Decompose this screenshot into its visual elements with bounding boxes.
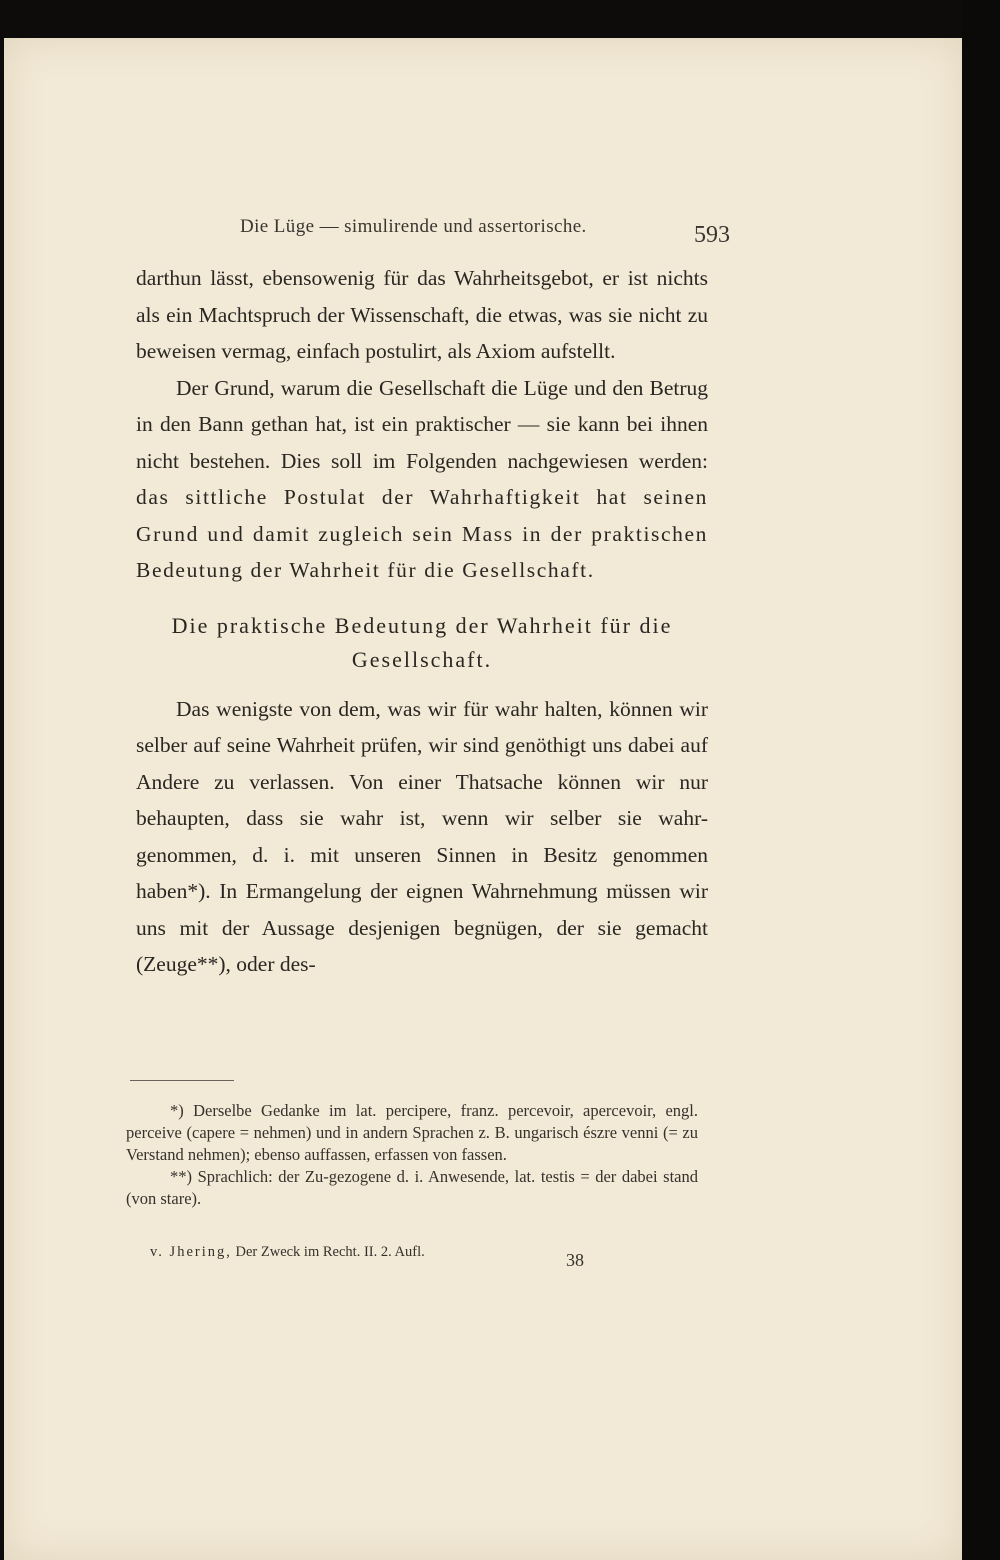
footnote-rule [130, 1080, 234, 1081]
main-text [136, 260, 708, 983]
running-header [240, 212, 730, 248]
paragraph-continuation: darthun lässt, ebensowenig für das Wahrheitsgebot, er ist nichts als ein Machtspruch der Wissenschaft, die etwas, was sie nicht zu beweisen vermag, einfach postulirt, als Axiom aufstellt. [136, 266, 708, 363]
sheet-signature: 38 [566, 1250, 584, 1270]
scan-edge [962, 0, 1000, 1560]
footnote-2: **) Sprachlich: der Zu-gezogene d. i. Anwesende, lat. testis = der dabei stand (von stare). [126, 1167, 698, 1208]
paragraph-wahrheit: Das wenigste von dem, was wir für wahr halten, können wir selber auf seine Wahrheit prüfen, wir sind genöthigt uns dabei auf Andere zu verlassen. Von einer Thatsache können wir nur behaupten, dass sie wahr ist, wenn wir selber sie wahr-genommen, d. i. mit unseren Sinnen in Besitz genommen haben*). In Ermangelung der eignen Wahrnehmung müssen wir uns mit der Aussage desjenigen begnügen, der sie gemacht (Zeuge**), oder des- [136, 696, 708, 976]
bibliographic-footer [150, 1244, 600, 1270]
footnotes [126, 1100, 698, 1210]
page-number: 593 [694, 222, 730, 248]
section-heading: Die praktische Bedeutung der Wahrheit für die Gesellschaft. [171, 612, 673, 672]
paragraph-grund-text: Der Grund, warum die Gesellschaft die Lüge und den Betrug in den Bann gethan hat, ist ein praktischer — sie kann bei ihnen nicht bestehen. Dies soll im Folgenden nachgewiesen werden: [136, 375, 708, 473]
footer-work: Der Zweck im Recht. II. 2. Aufl. [231, 1244, 425, 1260]
footer-author: v. Jhering, [150, 1244, 232, 1260]
emphasized-postulate: das sittliche Postulat der Wahrhaftigkeit hat seinen Grund und damit zugleich sein Mass in der praktischen Bedeutung der Wahrheit für die Gesellschaft. [136, 485, 708, 582]
paragraph-grund [136, 370, 708, 589]
footnote-1: *) Derselbe Gedanke im lat. percipere, franz. percevoir, apercevoir, engl. perceive (capere = nehmen) und in andern Sprachen z. B. ungarisch észre venni (= zu Verstand nehmen); ebenso auffassen, erfassen von fassen. [126, 1101, 698, 1164]
running-title: Die Lüge — simulirende und assertorische. [240, 216, 587, 237]
